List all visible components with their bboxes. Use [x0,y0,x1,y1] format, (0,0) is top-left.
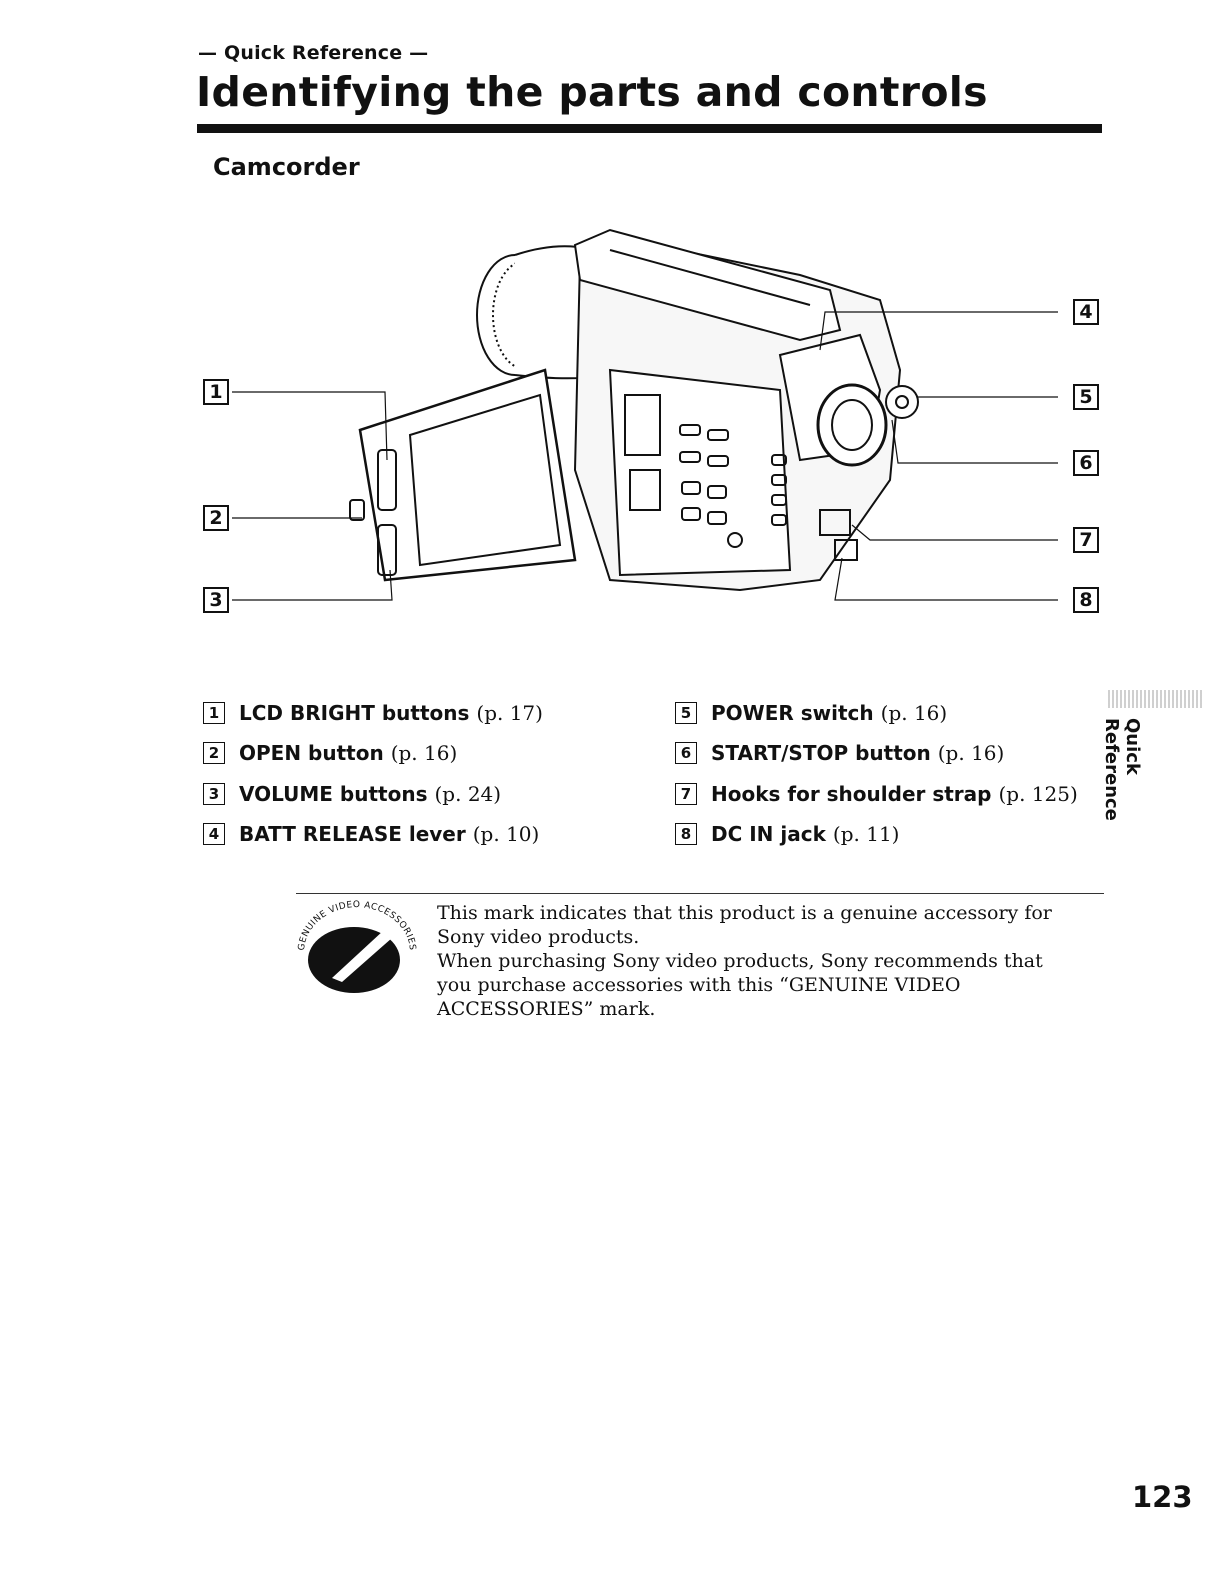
legend-page-ref: (p. 10) [472,822,540,846]
callout-5: 5 [1073,384,1099,410]
svg-text:GENUINE VIDEO ACCESSORIES: GENUINE VIDEO ACCESSORIES [296,900,418,952]
legend-name: LCD BRIGHT buttons [239,701,470,725]
page-number: 123 [1132,1480,1193,1514]
legend-page-ref: (p. 11) [832,822,900,846]
callout-7: 7 [1073,527,1099,553]
note-rule [296,893,1104,894]
legend-page-ref: (p. 24) [434,782,502,806]
section-kicker: — Quick Reference — [198,42,429,64]
callout-2: 2 [203,505,229,531]
legend-item [675,741,1004,765]
note-paragraph: When purchasing Sony video products, Sony recommends that you purchase accessories with this “GENUINE VIDEO ACCESSORIES” mark. [437,950,1043,1020]
side-tab-marker [1108,690,1204,708]
legend-name: BATT RELEASE lever [239,822,466,846]
legend-item [675,782,1078,806]
open-button [350,500,364,520]
callout-6: 6 [1073,450,1099,476]
legend-item [203,782,501,806]
legend-page-ref: (p. 16) [880,701,948,725]
legend-item [203,822,539,846]
eyecup [818,385,886,465]
callout-4: 4 [1073,299,1099,325]
legend-number: 7 [675,783,697,805]
legend-number: 2 [203,742,225,764]
side-tab-label: Quick Reference [1101,718,1143,821]
legend-number: 4 [203,823,225,845]
legend-name: START/STOP button [711,741,931,765]
legend-page-ref: (p. 125) [998,782,1078,806]
callout-1: 1 [203,379,229,405]
legend-name: POWER switch [711,701,874,725]
legend-item [203,701,543,725]
callout-8: 8 [1073,587,1099,613]
side-panel [610,370,790,575]
legend-name: VOLUME buttons [239,782,428,806]
legend-item [675,822,899,846]
legend-number: 1 [203,702,225,724]
title-rule [197,124,1102,133]
page-title: Identifying the parts and controls [196,68,988,116]
legend-number: 8 [675,823,697,845]
legend-item [203,741,457,765]
legend-number: 5 [675,702,697,724]
power-switch [886,386,918,418]
note-paragraph: This mark indicates that this product is a genuine accessory for Sony video products. [437,902,1052,948]
legend-item [675,701,947,725]
legend-page-ref: (p. 16) [937,741,1005,765]
legend-name: OPEN button [239,741,384,765]
legend-number: 6 [675,742,697,764]
legend-name: Hooks for shoulder strap [711,782,992,806]
legend-name: DC IN jack [711,822,826,846]
legend-page-ref: (p. 17) [476,701,543,725]
note-text [437,901,1077,1021]
legend-number: 3 [203,783,225,805]
camcorder-illustration [180,220,1110,630]
callout-3: 3 [203,587,229,613]
genuine-video-accessories-logo [292,900,422,995]
subsection-heading: Camcorder [213,153,360,181]
legend-page-ref: (p. 16) [390,741,458,765]
